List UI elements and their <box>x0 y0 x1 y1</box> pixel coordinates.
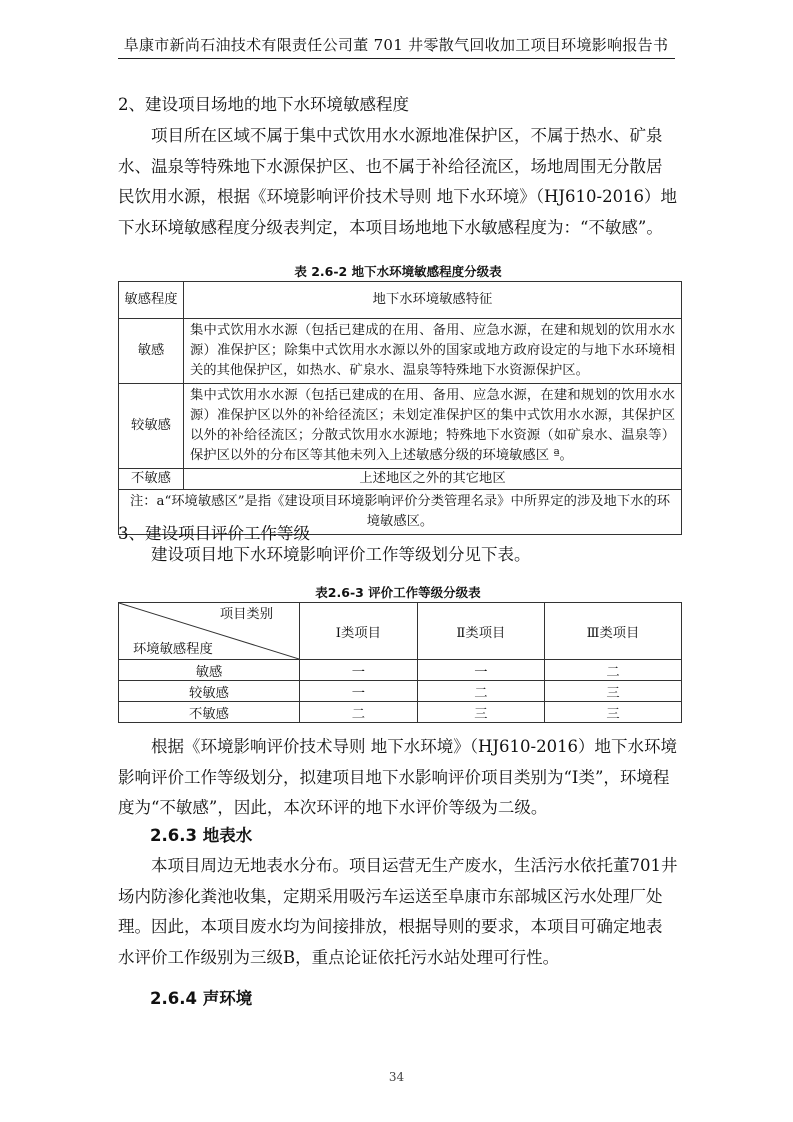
section-3-paragraph: 根据《环境影响评价技术导则 地下水环境》（HJ610-2016）地下水环境影响评价工作等级划分，拟建项目地下水影响评价项目类别为“Ⅰ类”，环境程度为“不敏感”，因此，本次环评的地下水评价等级为二级。 <box>118 737 678 817</box>
diagonal-header-cell <box>119 603 300 660</box>
table-cell: 一 <box>417 660 544 681</box>
row-label: 较敏感 <box>119 681 300 702</box>
header-rule <box>118 58 675 59</box>
table-header-row <box>119 282 682 319</box>
table-cell: 三 <box>545 681 682 702</box>
table-row <box>119 660 682 681</box>
row-text: 集中式饮用水水源（包括已建成的在用、备用、应急水源，在建和规划的饮用水水源）准保护区以外的补给径流区；未划定准保护区的集中式饮用水水源，其保护区以外的补给径流区；分散式饮用水水源地；特殊地下水资源（如矿泉水、温泉等）保护区以外的分布区等其他未列入上述敏感分级的环境敏感区 ª。 <box>184 384 682 469</box>
table-cell: 一 <box>300 681 418 702</box>
row-label: 敏感 <box>119 660 300 681</box>
row-level: 较敏感 <box>119 384 184 469</box>
table-cell: 一 <box>300 660 418 681</box>
table-cell: 二 <box>545 660 682 681</box>
table-row <box>119 681 682 702</box>
grade-table <box>118 602 682 723</box>
heading-title: 声环境 <box>202 989 253 1008</box>
table-cell: 二 <box>417 681 544 702</box>
section-3-heading: 3、建设项目评价工作等级 <box>118 524 310 543</box>
column-header: Ⅲ类项目 <box>545 603 682 660</box>
row-level: 敏感 <box>119 319 184 384</box>
row-text: 集中式饮用水水源（包括已建成的在用、备用、应急水源，在建和规划的饮用水水源）准保护区；除集中式饮用水水源以外的国家或地方政府设定的与地下水环境相关的其他保护区，如热水、矿泉水、温泉等特殊地下水资源保护区。 <box>184 319 682 384</box>
heading-2-6-3 <box>150 822 252 846</box>
table-2-6-3-caption: 表2.6-3 评价工作等级分级表 <box>315 585 481 600</box>
heading-2-6-4 <box>150 985 252 1009</box>
section-2-heading: 2、建设项目场地的地下水环境敏感程度 <box>118 95 409 114</box>
table-row <box>119 319 682 384</box>
row-text: 上述地区之外的其它地区 <box>184 469 682 490</box>
page-number: 34 <box>388 1070 405 1084</box>
corner-bottom-label: 环境敏感程度 <box>133 642 213 657</box>
table-cell: 三 <box>417 702 544 723</box>
row-level: 不敏感 <box>119 469 184 490</box>
running-header: 阜康市新尚石油技术有限责任公司董 701 井零散气回收加工项目环境影响报告书 <box>123 36 669 54</box>
header-feature: 地下水环境敏感特征 <box>184 282 682 319</box>
column-header: Ⅱ类项目 <box>417 603 544 660</box>
heading-title: 地表水 <box>202 826 253 845</box>
table-cell: 二 <box>300 702 418 723</box>
table-note: 注：a“环境敏感区”是指《建设项目环境影响评价分类管理名录》中所界定的涉及地下水的环境敏感区。 <box>119 490 682 535</box>
header-level: 敏感程度 <box>119 282 184 319</box>
paragraph-2-6-3: 本项目周边无地表水分布。项目运营无生产废水，生活污水依托董701井场内防渗化粪池收集，定期采用吸污车运送至阜康市东部城区污水处理厂处理。因此，本项目废水均为间接排放，根据导则的要求，本项目可确定地表水评价工作级别为三级B，重点论证依托污水站处理可行性。 <box>118 856 678 967</box>
corner-top-label: 项目类别 <box>219 607 273 622</box>
table-row <box>119 702 682 723</box>
table-2-6-2-caption: 表 2.6-2 地下水环境敏感程度分级表 <box>294 264 502 279</box>
table-header-row <box>119 603 682 660</box>
row-label: 不敏感 <box>119 702 300 723</box>
section-3-intro: 建设项目地下水环境影响评价工作等级划分见下表。 <box>151 545 531 564</box>
heading-number: 2.6.3 <box>150 826 197 845</box>
table-cell: 三 <box>545 702 682 723</box>
heading-number: 2.6.4 <box>150 989 197 1008</box>
sensitivity-table <box>118 281 682 535</box>
column-header: Ⅰ类项目 <box>300 603 418 660</box>
section-2-paragraph: 项目所在区域不属于集中式饮用水水源地准保护区，不属于热水、矿泉水、温泉等特殊地下水源保护区、也不属于补给径流区，场地周围无分散居民饮用水源，根据《环境影响评价技术导则 地下水环境》（HJ610-2016）地下水环境敏感程度分级表判定，本项目场地地下水敏感程度为：“不敏感”。 <box>118 126 678 237</box>
table-row <box>119 469 682 490</box>
table-row <box>119 384 682 469</box>
